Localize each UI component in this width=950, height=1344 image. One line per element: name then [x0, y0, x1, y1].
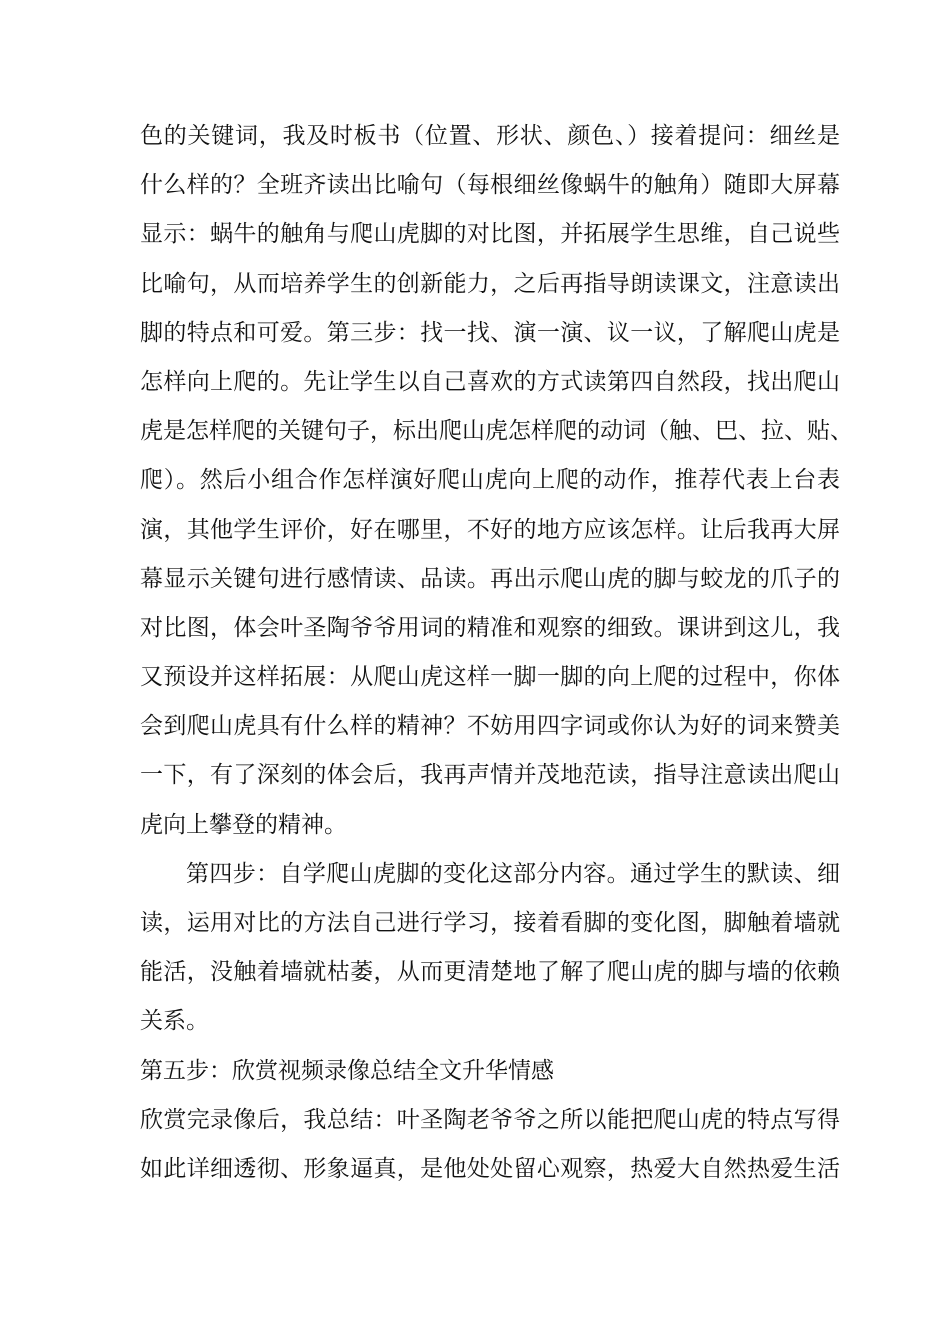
paragraph-end-line: 关系。 — [140, 1008, 209, 1035]
text-line: 怎样向上爬的。先让学生以自己喜欢的方式读第四自然段，找出爬山 — [140, 368, 840, 395]
text-line: 虎是怎样爬的关键句子，标出爬山虎怎样爬的动词（触、巴、拉、贴、 — [140, 418, 853, 445]
section-heading: 第五步：欣赏视频录像总结全文升华情感 — [140, 1057, 554, 1084]
text-line: 幕显示关键句进行感情读、品读。再出示爬山虎的脚与蛟龙的爪子的 — [140, 565, 840, 592]
text-line: 显示：蜗牛的触角与爬山虎脚的对比图，并拓展学生思维，自己说些 — [140, 221, 840, 248]
text-line: 如此详细透彻、形象逼真，是他处处留心观察，热爱大自然热爱生活 — [140, 1155, 840, 1182]
text-line: 什么样的？全班齐读出比喻句（每根细丝像蜗牛的触角）随即大屏幕 — [140, 172, 840, 199]
text-line: 色的关键词，我及时板书（位置、形状、颜色、）接着提问：细丝是 — [140, 123, 840, 149]
paragraph-end-line: 虎向上攀登的精神。 — [140, 811, 347, 838]
text-line: 比喻句，从而培养学生的创新能力，之后再指导朗读课文，注意读出 — [140, 270, 840, 297]
document-body — [140, 112, 853, 1194]
text-line: 读，运用对比的方法自己进行学习，接着看脚的变化图，脚触着墙就 — [140, 910, 840, 936]
text-line: 演，其他学生评价，好在哪里，不好的地方应该怎样。让后我再大屏 — [140, 516, 840, 543]
text-line: 能活，没触着墙就枯萎，从而更清楚地了解了爬山虎的脚与墙的依赖 — [140, 959, 840, 986]
text-line: 脚的特点和可爱。第三步：找一找、演一演、议一议，了解爬山虎是 — [140, 319, 840, 346]
paragraph-first-line: 第四步：自学爬山虎脚的变化这部分内容。通过学生的默读、细 — [186, 860, 840, 887]
text-line: 欣赏完录像后，我总结：叶圣陶老爷爷之所以能把爬山虎的特点写得 — [140, 1106, 840, 1133]
text-line: 爬）。然后小组合作怎样演好爬山虎向上爬的动作，推荐代表上台表 — [140, 467, 840, 494]
text-line: 一下，有了深刻的体会后，我再声情并茂地范读，指导注意读出爬山 — [140, 762, 840, 789]
text-line: 会到爬山虎具有什么样的精神？不妨用四字词或你认为好的词来赞美 — [140, 713, 840, 740]
text-line: 又预设并这样拓展：从爬山虎这样一脚一脚的向上爬的过程中，你体 — [140, 664, 840, 691]
text-line: 对比图，体会叶圣陶爷爷用词的精准和观察的细致。课讲到这儿，我 — [140, 614, 840, 641]
